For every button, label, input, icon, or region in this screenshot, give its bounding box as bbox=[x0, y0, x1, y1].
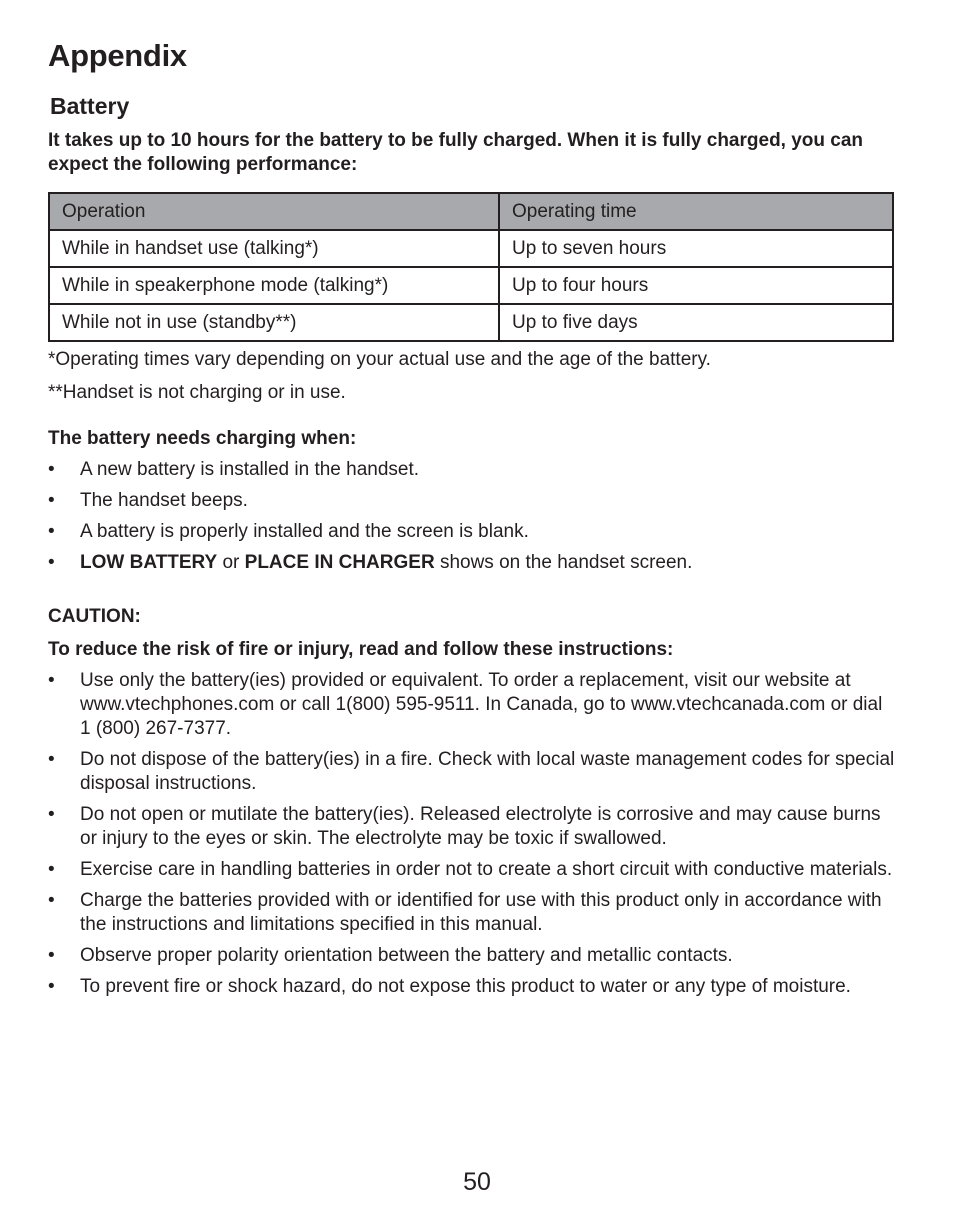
table-header-operating-time: Operating time bbox=[499, 193, 893, 230]
list-item: • A new battery is installed in the handset. bbox=[48, 459, 420, 480]
table-row bbox=[49, 304, 893, 341]
section-title-battery: Battery bbox=[50, 93, 130, 119]
list-item: • Exercise care in handling batteries in order not to create a short circuit with conductive materials. bbox=[48, 859, 893, 880]
charging-heading: The battery needs charging when: bbox=[48, 428, 357, 449]
place-in-charger-label: PLACE IN CHARGER bbox=[244, 552, 435, 573]
list-item: • A battery is properly installed and the screen is blank. bbox=[48, 521, 529, 542]
footnote-operating-times: *Operating times vary depending on your actual use and the age of the battery. bbox=[48, 349, 711, 370]
bullet-icon: • bbox=[48, 945, 55, 966]
bullet-icon: • bbox=[48, 749, 55, 770]
table-header-row bbox=[49, 193, 893, 230]
list-item: • Charge the batteries provided with or identified for use with this product only in accordance with the instructions and limitations specified in this manual. bbox=[48, 890, 882, 935]
table-cell-operation: While in handset use (talking*) bbox=[49, 230, 499, 267]
list-item: • Observe proper polarity orientation between the battery and metallic contacts. bbox=[48, 945, 733, 966]
bullet-icon: • bbox=[48, 521, 55, 542]
list-item: • Do not open or mutilate the battery(ies). Released electrolyte is corrosive and may cause burns or injury to the eyes or skin. The electrolyte may be toxic if swallowed. bbox=[48, 804, 881, 849]
list-item: • To prevent fire or shock hazard, do not expose this product to water or any type of moisture. bbox=[48, 976, 851, 997]
table-cell-time: Up to seven hours bbox=[499, 230, 893, 267]
bullet-icon: • bbox=[48, 552, 55, 573]
table-header-operation: Operation bbox=[49, 193, 499, 230]
bullet-icon: • bbox=[48, 976, 55, 997]
low-battery-label: LOW BATTERY bbox=[80, 552, 218, 573]
caution-heading: CAUTION: bbox=[48, 606, 141, 627]
table-cell-operation: While in speakerphone mode (talking*) bbox=[49, 267, 499, 304]
list-item: • Use only the battery(ies) provided or equivalent. To order a replacement, visit our website at www.vtechphones.com or call 1(800) 595-9511. In Canada, go to www.vtechcanada.com or dial 1 (800) 267-7377. bbox=[48, 670, 883, 739]
caution-instructions-list bbox=[48, 669, 898, 1006]
intro-text: It takes up to 10 hours for the battery to be fully charged. When it is fully charged, you can expect the following performance: bbox=[48, 130, 864, 175]
list-item: • Do not dispose of the battery(ies) in a fire. Check with local waste management codes for special disposal instructions. bbox=[48, 749, 895, 794]
footnote-standby: **Handset is not charging or in use. bbox=[48, 382, 346, 403]
bullet-icon: • bbox=[48, 670, 55, 691]
bullet-icon: • bbox=[48, 490, 55, 511]
page-title: Appendix bbox=[48, 38, 187, 73]
table-cell-operation: While not in use (standby**) bbox=[49, 304, 499, 341]
bullet-icon: • bbox=[48, 459, 55, 480]
bullet-icon: • bbox=[48, 890, 55, 911]
list-item: • LOW BATTERY or PLACE IN CHARGER shows on the handset screen. bbox=[48, 552, 693, 573]
table-row bbox=[49, 230, 893, 267]
bullet-icon: • bbox=[48, 859, 55, 880]
bullet-icon: • bbox=[48, 804, 55, 825]
table-row bbox=[49, 267, 893, 304]
battery-performance-table bbox=[48, 192, 894, 342]
caution-subheading: To reduce the risk of fire or injury, read and follow these instructions: bbox=[48, 639, 674, 660]
charging-conditions-list bbox=[48, 458, 898, 582]
table-cell-time: Up to four hours bbox=[499, 267, 893, 304]
page-number: 50 bbox=[463, 1168, 491, 1196]
list-item: • The handset beeps. bbox=[48, 490, 248, 511]
table-cell-time: Up to five days bbox=[499, 304, 893, 341]
